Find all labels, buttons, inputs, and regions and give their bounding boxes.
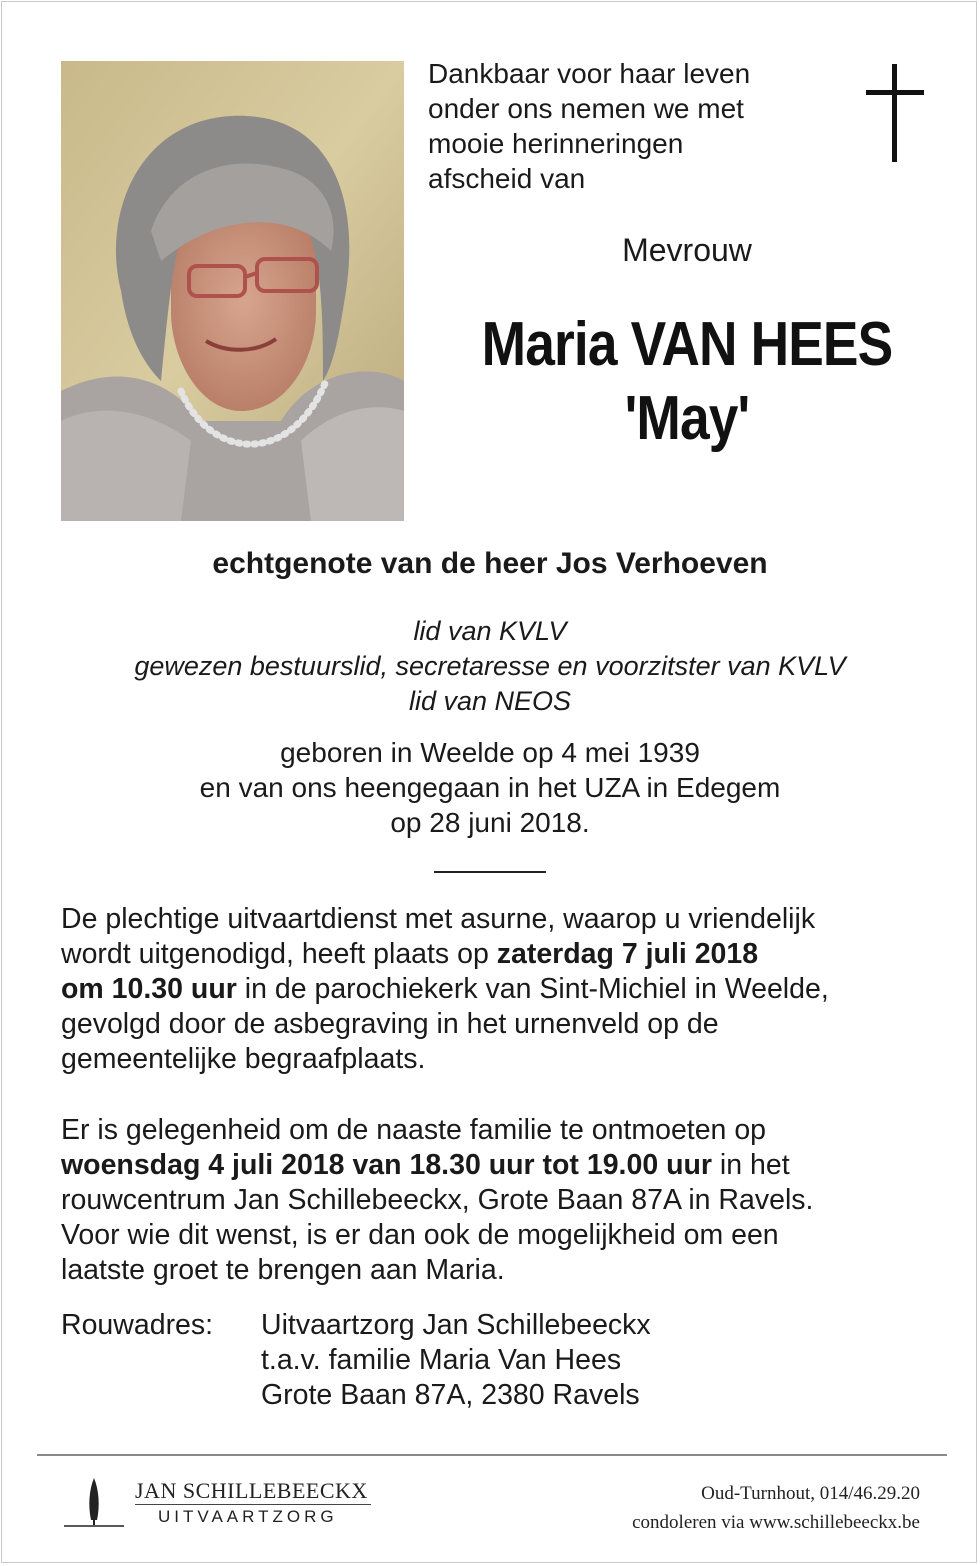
service-line: De plechtige uitvaartdienst met asurne, waarop u vriendelijk: [61, 903, 816, 935]
life-dates: [2, 735, 977, 840]
contact-phone: Oud-Turnhout, 014/46.29.20: [701, 1483, 920, 1504]
service-text: in de parochiekerk van Sint-Michiel in Weelde,: [236, 973, 829, 1005]
service-text: wordt uitgenodigd, heeft plaats op: [61, 938, 497, 970]
address-label: Rouwadres:: [61, 1309, 214, 1341]
funeral-home-contact: [632, 1479, 920, 1537]
service-time: om 10.30 uur: [61, 973, 237, 1005]
life-line: geboren in Weelde op 4 mei 1939: [280, 737, 700, 768]
spouse-line: echtgenote van de heer Jos Verhoeven: [212, 547, 768, 580]
intro-line: onder ons nemen we met: [428, 93, 744, 124]
cross-icon: [866, 64, 924, 162]
visitation-line: [61, 1148, 961, 1183]
service-line: [61, 937, 961, 972]
life-line: en van ons heengegaan in het UZA in Edegem: [199, 772, 781, 803]
address-line: Uitvaartzorg Jan Schillebeeckx: [261, 1309, 651, 1341]
footer-divider: [37, 1454, 947, 1456]
service-paragraph: [61, 902, 961, 1077]
visitation-line: laatste groet te brengen aan Maria.: [61, 1254, 505, 1286]
visitation-line: Er is gelegenheid om de naaste familie te ontmoeten op: [61, 1114, 767, 1146]
intro-text: [428, 56, 828, 196]
membership-line: lid van KVLV: [413, 616, 567, 646]
honorific-title: Mevrouw: [622, 232, 752, 268]
address-line: t.a.v. familie Maria Van Hees: [261, 1344, 622, 1376]
memberships: [2, 614, 977, 719]
visitation-datetime: woensdag 4 juli 2018 van 18.30 uur tot 19.00 uur: [61, 1149, 712, 1181]
service-line: gevolgd door de asbegraving in het urnenveld op de: [61, 1008, 719, 1040]
brand-rule: [135, 1504, 371, 1505]
nickname: 'May': [624, 384, 750, 453]
visitation-text: in het: [712, 1149, 790, 1181]
brand-subtitle: UITVAARTZORG: [158, 1507, 338, 1526]
visitation-line: rouwcentrum Jan Schillebeeckx, Grote Baan 87A in Ravels.: [61, 1184, 814, 1216]
service-line: [61, 972, 961, 1007]
intro-line: Dankbaar voor haar leven: [428, 58, 751, 89]
portrait-photo: [61, 61, 404, 521]
intro-line: mooie herinneringen: [428, 128, 684, 159]
brand-name: JAN SCHILLEBEECKX: [135, 1478, 368, 1503]
membership-line: gewezen bestuurslid, secretaresse en voorzitster van KVLV: [134, 651, 846, 681]
contact-website[interactable]: condoleren via www.schillebeeckx.be: [632, 1512, 920, 1533]
visitation-line: Voor wie dit wenst, is er dan ook de mogelijkheid om een: [61, 1219, 779, 1251]
visitation-paragraph: [61, 1113, 961, 1288]
section-divider: [434, 871, 546, 873]
address-line: Grote Baan 87A, 2380 Ravels: [261, 1379, 640, 1411]
address-lines: [261, 1308, 651, 1413]
intro-line: afscheid van: [428, 163, 586, 194]
life-line: op 28 juni 2018.: [390, 807, 590, 838]
obituary-card: [1, 1, 977, 1563]
membership-line: lid van NEOS: [408, 686, 572, 716]
service-date: zaterdag 7 juli 2018: [496, 938, 759, 970]
service-line: gemeentelijke begraafplaats.: [61, 1043, 426, 1075]
deceased-name: [476, 308, 897, 456]
full-name: Maria VAN HEES: [481, 310, 893, 379]
cypress-tree-icon: [64, 1476, 124, 1530]
